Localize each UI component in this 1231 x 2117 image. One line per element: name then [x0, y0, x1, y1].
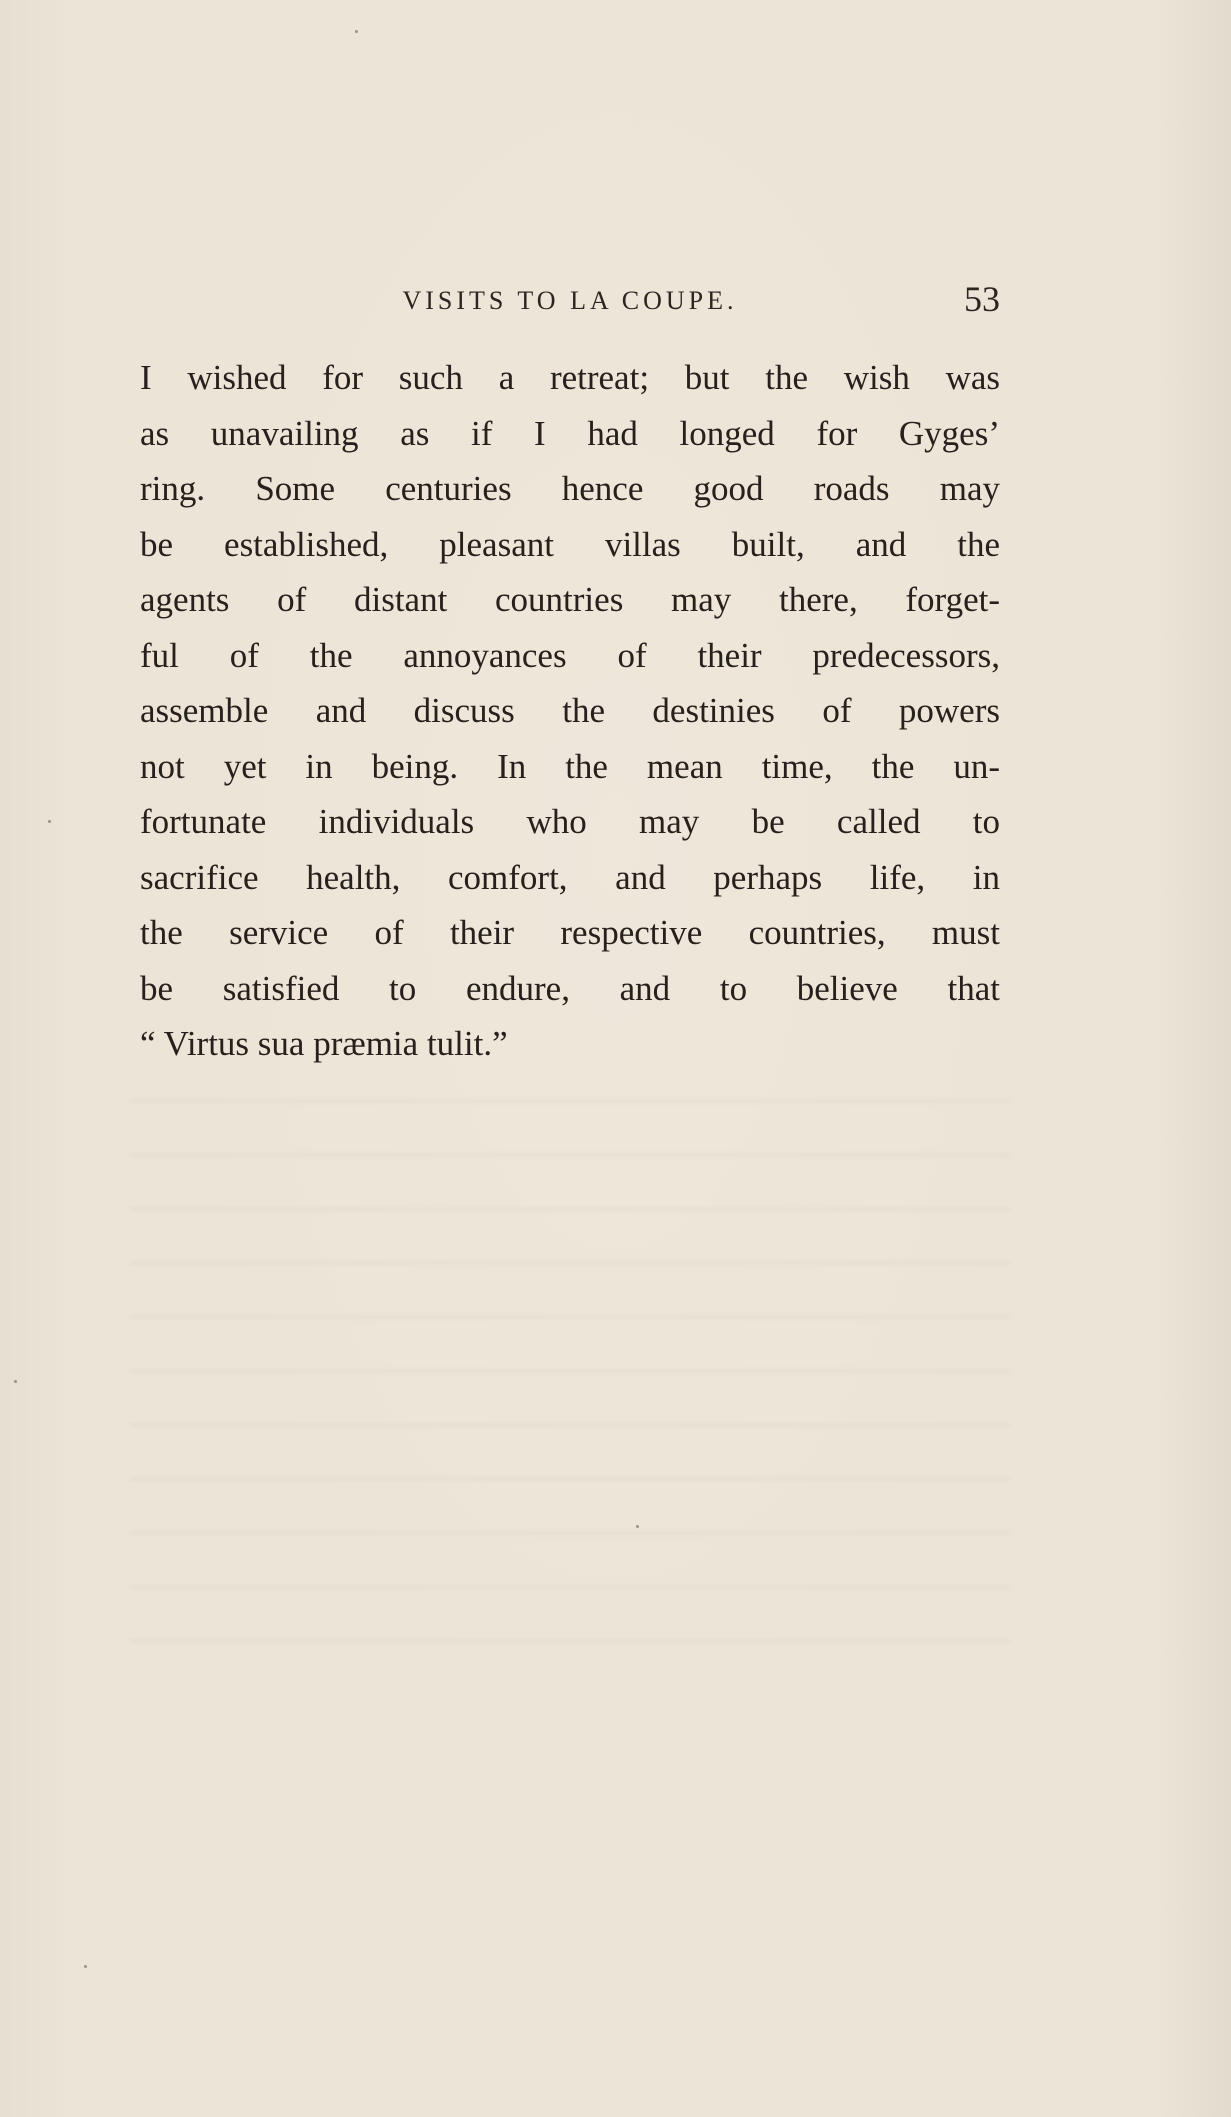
text-line: fortunate individuals who may be called to	[140, 802, 1000, 841]
paper-speck	[48, 820, 51, 823]
text-line: ful of the annoyances of their predecessors,	[140, 635, 1000, 675]
text-line: as unavailing as if I had longed for Gyges’	[140, 413, 1000, 453]
paper-speck	[355, 30, 358, 33]
paper-speck	[636, 1525, 639, 1528]
text-line: assemble and discuss the destinies of powers	[140, 691, 1000, 730]
page-header	[140, 278, 1000, 328]
text-line: the service of their respective countries, must	[140, 913, 1000, 952]
text-line: agents of distant countries may there, forget-	[140, 580, 1000, 619]
text-line: sacrifice health, comfort, and perhaps life, in	[140, 857, 1000, 897]
text-line: not yet in being. In the mean time, the un-	[140, 746, 1000, 786]
running-head: VISITS TO LA COUPE.	[402, 286, 738, 315]
text-line: be established, pleasant villas built, and the	[140, 524, 1000, 564]
paper-speck	[84, 1965, 87, 1968]
text-line: ring. Some centuries hence good roads may	[140, 469, 1000, 508]
text-line: be satisfied to endure, and to believe that	[140, 968, 1000, 1008]
show-through-bleed	[130, 1100, 1010, 1660]
paper-speck	[14, 1380, 17, 1383]
text-line: I wished for such a retreat; but the wish was	[140, 358, 1000, 397]
body-text	[140, 350, 1000, 1072]
page-number: 53	[964, 279, 1000, 319]
text-line-final: “ Virtus sua præmia tulit.”	[140, 1024, 508, 1063]
